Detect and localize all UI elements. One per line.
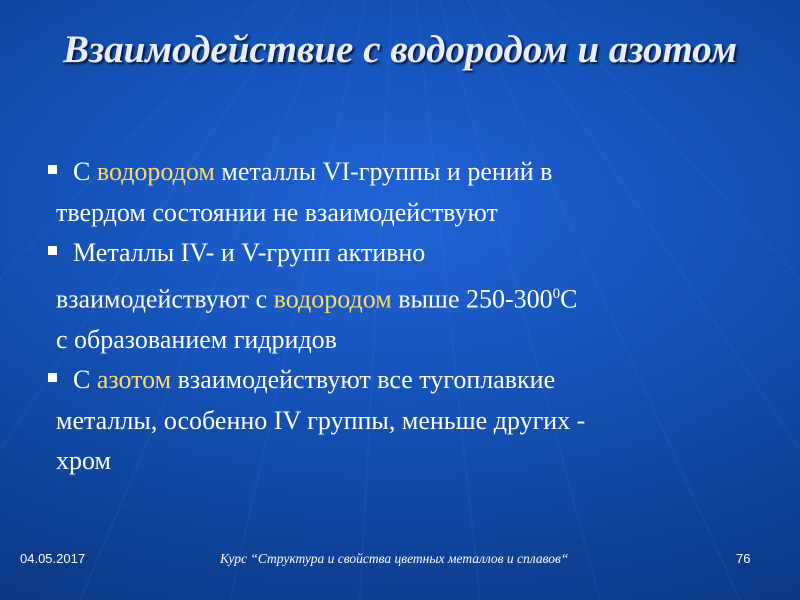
footer-course-title: Курс “Структура и свойства цветных металлов и сплавов“ bbox=[220, 551, 569, 566]
slide-content bbox=[44, 152, 744, 482]
square-bullet-icon bbox=[48, 165, 57, 174]
text-run: выше 250-300 bbox=[391, 284, 553, 314]
slide-title: Взаимодействие с водородом и азотом bbox=[62, 28, 738, 71]
bullet-line: твердом состоянии не взаимодействуют bbox=[56, 197, 498, 227]
bullet-line bbox=[44, 233, 744, 274]
text-run: С bbox=[560, 284, 578, 314]
text-run: С bbox=[73, 365, 97, 395]
bullet-line bbox=[44, 152, 744, 193]
bullet-item bbox=[44, 152, 744, 233]
square-bullet-icon bbox=[48, 246, 57, 255]
highlighted-term: азотом bbox=[96, 365, 172, 395]
highlighted-term: водородом bbox=[96, 157, 215, 186]
highlighted-term: водородом bbox=[273, 284, 392, 314]
text-run: металлы VI-группы и рений в bbox=[214, 157, 553, 186]
bullet-item bbox=[44, 360, 744, 482]
bullet-line: с образованием гидридов bbox=[56, 324, 337, 354]
text-run: С bbox=[73, 157, 97, 186]
bullet-item bbox=[44, 233, 744, 360]
footer-page-number: 76 bbox=[736, 551, 751, 566]
bullet-line bbox=[44, 360, 744, 401]
degree-superscript: 0 bbox=[552, 285, 561, 302]
footer-date: 04.05.2017 bbox=[20, 551, 86, 566]
text-run: взаимодействуют с bbox=[56, 284, 274, 314]
bullet-line: хром bbox=[56, 446, 111, 476]
bullet-line bbox=[44, 274, 744, 320]
text-run: взаимодействуют все тугоплавкие bbox=[171, 365, 556, 395]
bullet-line: металлы, особенно IV группы, меньше других - bbox=[56, 405, 586, 435]
square-bullet-icon bbox=[48, 373, 57, 382]
text-run: Металлы IV- и V-групп активно bbox=[73, 238, 426, 267]
